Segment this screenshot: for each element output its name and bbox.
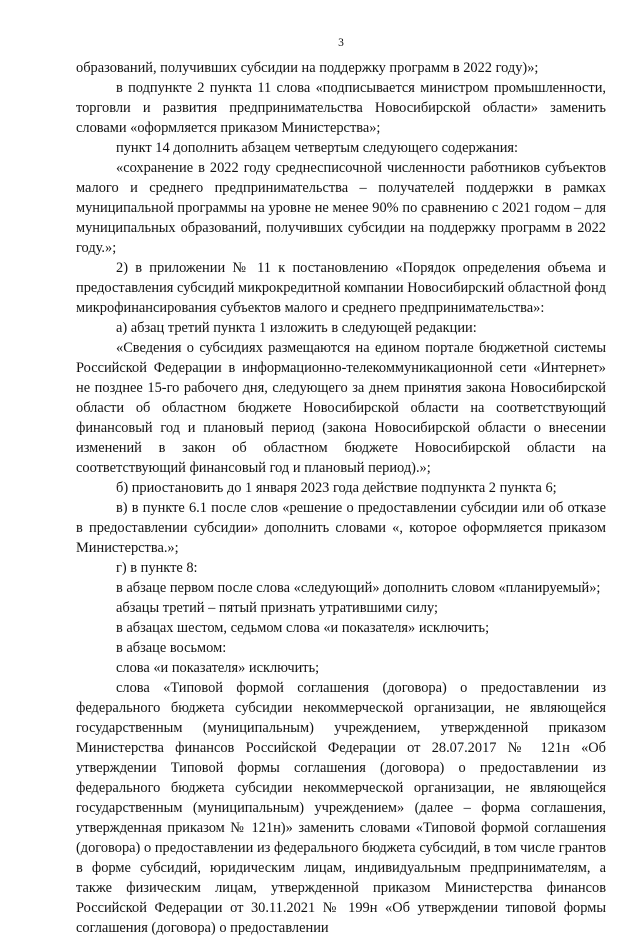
paragraph: в) в пункте 6.1 после слов «решение о предоставлении субсидии или об отказе в предоставлении субсидии» дополнить словами «, которое оформляется приказом Министерства.»; [76,500,606,556]
paragraph: в абзацах шестом, седьмом слова «и показателя» исключить; [116,620,490,636]
page-number: 3 [338,37,344,49]
document-body [76,58,606,938]
paragraph: абзацы третий – пятый признать утратившими силу; [116,600,439,616]
paragraph: 2) в приложении № 11 к постановлению «Порядок определения объема и предоставления субсидий микрокредитной компании Новосибирский областной фонд микрофинансирования субъектов малого и среднего предпринимательства»: [76,260,606,316]
paragraph: а) абзац третий пункта 1 изложить в следующей редакции: [116,320,477,336]
paragraph: пункт 14 дополнить абзацем четвертым следующего содержания: [116,140,519,156]
paragraph: в абзаце восьмом: [116,640,227,656]
paragraph: «сохранение в 2022 году среднесписочной численности работников субъектов малого и среднего предпринимательства – получателей поддержки в рамках муниципальной программы на уровне не менее 90% по сравнению с 2021 годом – для муниципальных образований, получивших субсидии на поддержку программ в 2022 году.»; [76,160,606,256]
paragraph: в подпункте 2 пункта 11 слова «подписывается министром промышленности, торговли и развития предпринимательства Новосибирской области» заменить словами «оформляется приказом Министерства»; [76,80,606,136]
paragraph: г) в пункте 8: [116,560,198,576]
paragraph: «Сведения о субсидиях размещаются на едином портале бюджетной системы Российской Федерации в информационно-телекоммуникационной сети «Интернет» не позднее 15-го рабочего дня, следующего за днем принятия закона Новосибирской области об областном бюджете Новосибирской области на соответствующий финансовый год и плановый период (закона Новосибирской области о внесении изменений в закон об областном бюджете Новосибирской области на соответствующий финансовый год и плановый период).»; [76,340,606,476]
paragraph: слова «Типовой формой соглашения (договора) о предоставлении из федерального бюджета субсидии некоммерческой организации, не являющейся государственным (муниципальным) учреждением, утвержденной приказом Министерства финансов Российской Федерации от 28.07.2017 № 121н «Об утверждении Типовой формы соглашения (договора) о предоставлении из федерального бюджета субсидии некоммерческой организации, не являющейся государственным (муниципальным) учреждением» (далее – форма соглашения, утвержденная приказом № 121н)» заменить словами «Типовой формой соглашения (договора) о предоставлении из федерального бюджета субсидий, в том числе грантов в форме субсидий, юридическим лицам, индивидуальным предпринимателям, а также физическим лицам, утвержденной приказом Министерства финансов Российской Федерации от 30.11.2021 № 199н «Об утверждении типовой формы соглашения (договора) о предоставлении [76,680,606,936]
paragraph: б) приостановить до 1 января 2023 года действие подпункта 2 пункта 6; [116,480,557,496]
paragraph: образований, получивших субсидии на поддержку программ в 2022 году)»; [76,60,539,76]
paragraph: слова «и показателя» исключить; [116,660,320,676]
paragraph: в абзаце первом после слова «следующий» дополнить словом «планируемый»; [116,580,601,596]
